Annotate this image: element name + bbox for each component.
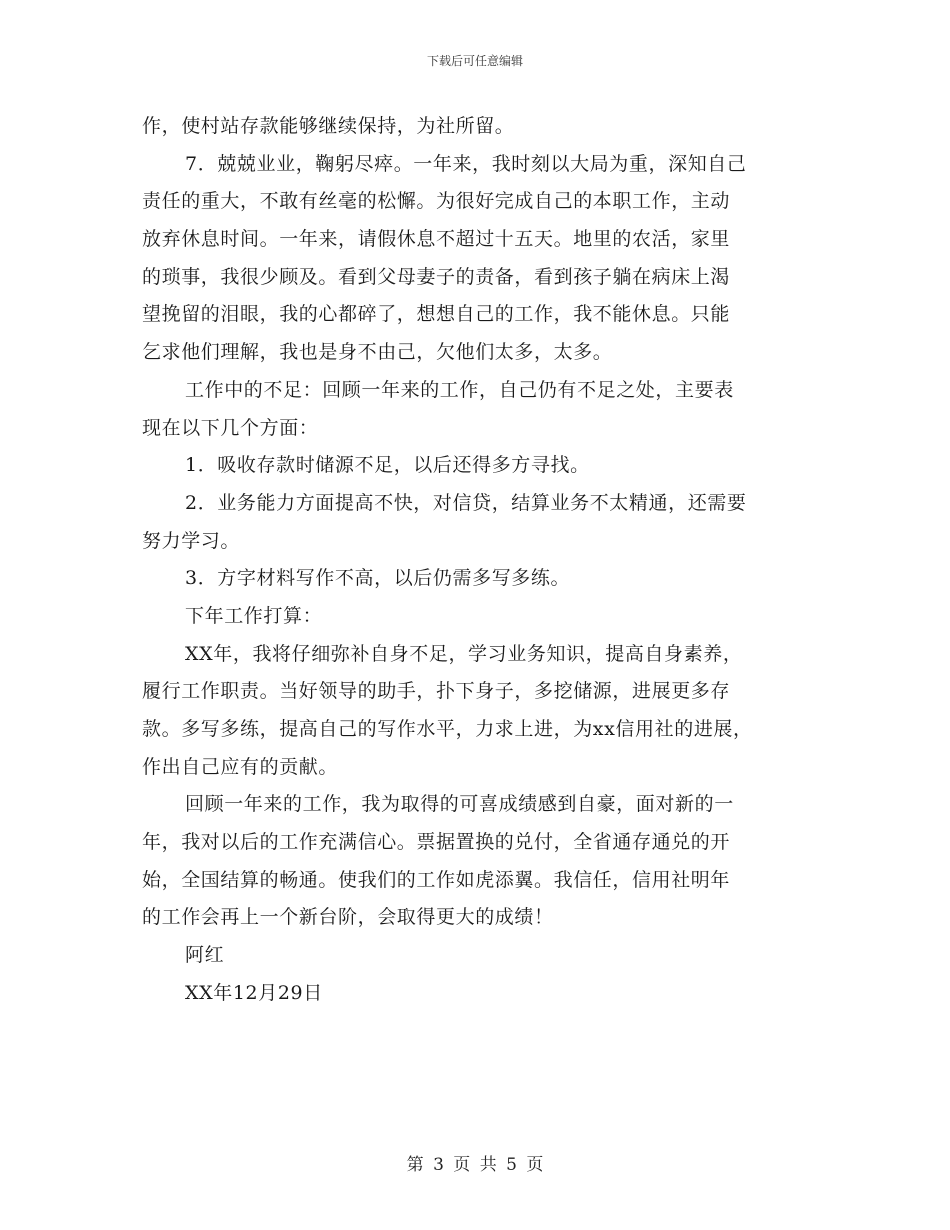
paragraph-line: 年，我对以后的工作充满信心。票据置换的兑付，全省通存通兑的开 [142,831,731,854]
paragraph-line: 乞求他们理解，我也是身不由己，欠他们太多，太多。 [142,341,613,364]
paragraph-line: 的琐事，我很少顾及。看到父母妻子的责备，看到孩子躺在病床上渴 [142,265,731,288]
page-header: 下载后可任意编辑 [426,54,523,68]
paragraph-line: 7．兢兢业业，鞠躬尽瘁。一年来，我时刻以大局为重，深知自己 [185,152,747,175]
list-item-line: 2．业务能力方面提高不快，对信贷，结算业务不太精通，还需要 [185,491,747,514]
section-heading-line: 下年工作打算： [185,604,323,627]
paragraph-line: 放弃休息时间。一年来，请假休息不超过十五天。地里的农活，家里 [142,228,731,251]
paragraph-line: 作，使村站存款能够继续保持，为社所留。 [142,115,515,137]
list-item-line: 1．吸收存款时储源不足，以后还得多方寻找。 [185,454,590,477]
paragraph-line: 款。多写多练，提高自己的写作水平，力求上进，为xx信用社的进展， [142,718,753,740]
document-body [142,108,810,1013]
paragraph-line: 望挽留的泪眼，我的心都碎了，想想自己的工作，我不能休息。只能 [142,303,731,326]
page-number-footer: 第 3 页 共 5 页 [406,1155,544,1175]
paragraph-line: 作出自己应有的贡献。 [142,755,339,778]
paragraph-line: 责任的重大，不敢有丝毫的松懈。为很好完成自己的本职工作，主动 [142,190,731,213]
paragraph-line: 回顾一年来的工作，我为取得的可喜成绩感到自豪，面对新的一 [185,793,734,816]
list-item-line: 3．方字材料写作不高，以后仍需多写多练。 [185,567,571,590]
signature-date: XX年12月29日 [185,981,323,1004]
paragraph-line: 现在以下几个方面： [142,416,319,439]
paragraph-line: 工作中的不足：回顾一年来的工作，自己仍有不足之处，主要表 [185,378,734,401]
paragraph-line: 始，全国结算的畅通。使我们的工作如虎添翼。我信任，信用社明年 [142,868,731,891]
signature-name: 阿红 [185,944,225,967]
paragraph-line: 履行工作职责。当好领导的助手，扑下身子，多挖储源，进展更多存 [142,680,731,703]
paragraph-line: 努力学习。 [142,529,241,552]
paragraph-line: XX年，我将仔细弥补自身不足，学习业务知识，提高自身素养， [185,642,743,665]
paragraph-line: 的工作会再上一个新台阶，会取得更大的成绩！ [142,906,554,929]
